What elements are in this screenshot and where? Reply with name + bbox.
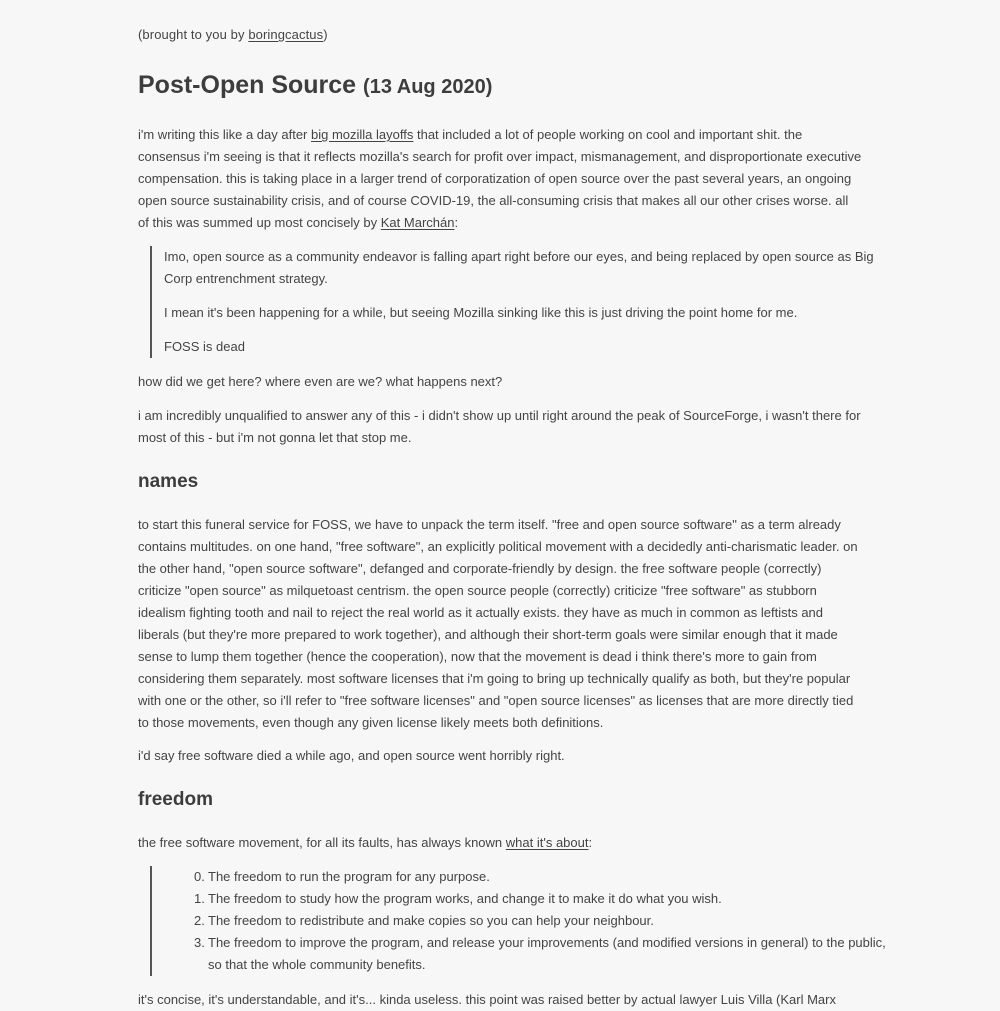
mozilla-layoffs-link[interactable]: big mozilla layoffs (311, 127, 414, 142)
list-item: The freedom to run the program for any purpose. (208, 869, 490, 884)
page-title (138, 68, 492, 104)
quote-block (150, 246, 888, 358)
list-item: The freedom to improve the program, and release your improvements (and modified versions in general) to the public, so that the whole community benefits. (208, 935, 886, 972)
section-heading-names: names (138, 471, 199, 492)
kat-marchan-link[interactable]: Kat Marchán (380, 215, 455, 230)
what-its-about-link[interactable]: what it's about (505, 835, 589, 850)
freedoms-list (164, 866, 888, 976)
quote-paragraph: I mean it's been happening for a while, but seeing Mozilla sinking like this is just driving the point home for me. (164, 305, 798, 320)
list-item: The freedom to redistribute and make copies so you can help your neighbour. (208, 913, 654, 928)
article (138, 24, 886, 1007)
post-date: (13 Aug 2020) (363, 76, 493, 98)
freedom-followup-paragraph: it's concise, it's understandable, and it's... kinda useless. this point was raised better by actual lawyer Luis Villa (Karl Marx (138, 992, 836, 1007)
author-link[interactable]: boringcactus (248, 27, 324, 42)
unqualified-paragraph: i am incredibly unqualified to answer any of this - i didn't show up until right around the peak of SourceForge, i wasn't there for most of this - but i'm not gonna let that stop me. (138, 408, 861, 445)
section-heading-freedom: freedom (138, 789, 213, 810)
question-paragraph: how did we get here? where even are we? what happens next? (138, 374, 503, 389)
quote-paragraph: FOSS is dead (164, 339, 245, 354)
freedoms-quote-block (150, 866, 888, 976)
quote-paragraph: Imo, open source as a community endeavor is falling apart right before our eyes, and being replaced by open source as Big Corp entrenchment strategy. (164, 249, 874, 286)
list-item: The freedom to study how the program works, and change it to make it do what you wish. (208, 891, 722, 906)
title-text: Post-Open Source (138, 71, 357, 99)
names-conclusion-paragraph: i'd say free software died a while ago, and open source went horribly right. (138, 748, 565, 763)
byline: (brought to you by boringcactus) (138, 27, 328, 42)
names-paragraph: to start this funeral service for FOSS, we have to unpack the term itself. "free and open source software" as a term already contains multitudes. on one hand, "free software", an explicitly political movement with a decidedly anti-charismatic leader. on the other hand, "open source software", defanged and corporate-friendly by design. the free software people (correctly) criticize "open source" as milquetoast centrism. the open source people (correctly) criticize "free software" as stubborn idealism fighting tooth and nail to reject the real world as it actually exists. they have as much in common as leftists and liberals (but they're more prepared to work together), and although their short-term goals were similar enough that it made sense to lump them together (hence the cooperation), now that the movement is dead i think there's more to gain from considering them separately. most software licenses that i'm going to bring up technically qualify as both, but they're popular with one or the other, so i'll refer to "free software licenses" and "open source licenses" as licenses that are more directly tied to those movements, even though any given license likely meets both definitions. (138, 517, 858, 730)
freedom-intro-paragraph: the free software movement, for all its faults, has always known what it's about: (138, 835, 593, 850)
intro-paragraph: i'm writing this like a day after big mozilla layoffs that included a lot of people working on cool and important shit. the consensus i'm seeing is that it reflects mozilla's search for profit over impact, mismanagement, and disproportionate executive compensation. this is taking place in a larger trend of corporatization of open source over the past several years, an ongoing open source sustainability crisis, and of course COVID-19, the all-consuming crisis that makes all our other crises worse. all of this was summed up most concisely by Kat Marchán: (138, 127, 862, 230)
